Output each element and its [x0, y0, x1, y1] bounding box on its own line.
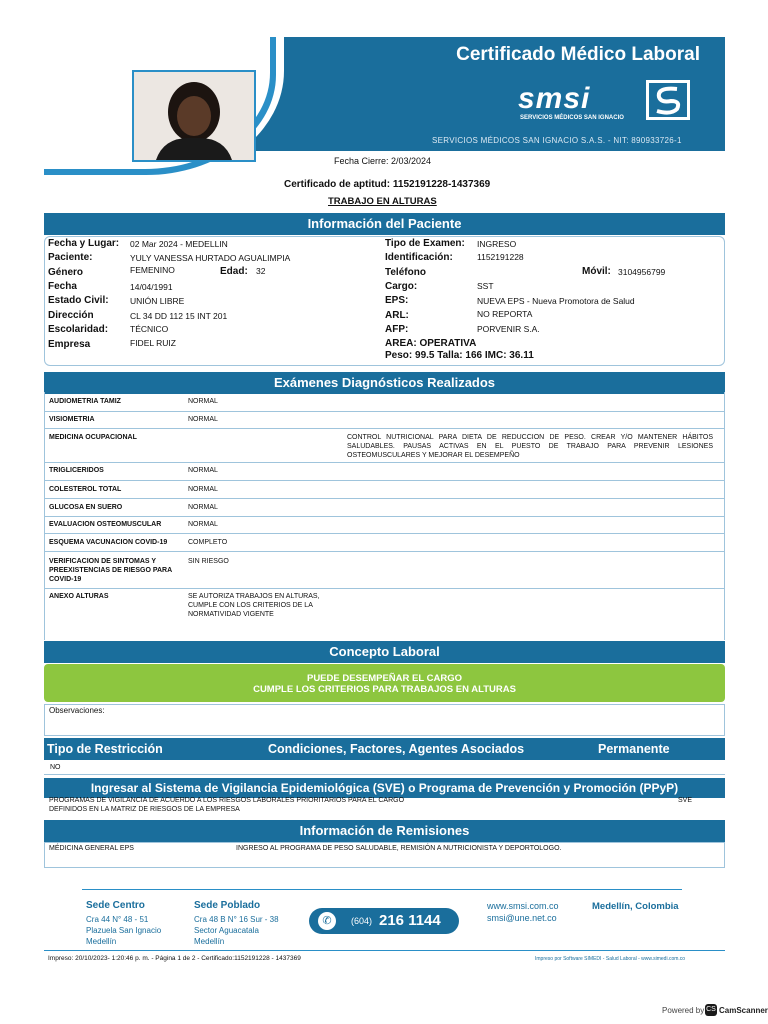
row-divider: [44, 516, 725, 517]
exam-name: TRIGLICERIDOS: [49, 467, 104, 474]
label-identificacion: Identificación:: [385, 252, 453, 263]
camscanner-brand: CamScanner: [719, 1006, 768, 1015]
exam-name: GLUCOSA EN SUERO: [49, 504, 123, 511]
label-movil: Móvil:: [582, 266, 611, 277]
remision-name: MÉDICINA GENERAL EPS: [49, 845, 134, 852]
exam-name: ANEXO ALTURAS: [49, 593, 109, 600]
patient-section-title: Información del Paciente: [44, 213, 725, 235]
certificate-title: Certificado Médico Laboral: [456, 44, 700, 65]
value-paciente: YULY VANESSA HURTADO AGUALIMPIA: [130, 253, 291, 263]
sede-poblado-line: Cra 48 B N° 16 Sur - 38: [194, 915, 279, 924]
remisiones-section-title: Información de Remisiones: [44, 820, 725, 842]
value-genero: FEMENINO: [130, 265, 175, 275]
exam-name: MEDICINA OCUPACIONAL: [49, 434, 137, 441]
sede-centro-line: Medellín: [86, 937, 117, 946]
value-identificacion: 1152191228: [477, 252, 524, 262]
trabajo-en-alturas: TRABAJO EN ALTURAS: [328, 196, 437, 207]
sve-tag: SVE: [678, 797, 693, 804]
exam-result: NORMAL: [188, 486, 218, 493]
label-cargo: Cargo:: [385, 281, 418, 292]
row-divider: [44, 533, 725, 534]
sede-poblado-title: Sede Poblado: [194, 900, 261, 911]
label-paciente: Paciente:: [48, 252, 93, 263]
label-edad: Edad:: [220, 266, 248, 277]
sve-text-2: DEFINIDOS EN LA MATRIZ DE RIESGOS DE LA EMPRESA: [49, 806, 240, 813]
exam-result: NORMAL: [188, 398, 218, 405]
exam-observation: CONTROL NUTRICIONAL PARA DIETA DE REDUCCION DE PESO. CREAR Y/O MANTENER HÁBITOS SALUDABLES. PAUSAS ACTIVAS EN EL PUESTO DE TRABAJO PARA PREVENIR LESIONES OSTEOMUSCULARES Y MEJORAR EL DESEMPEÑO: [347, 434, 713, 459]
restriccion-value: NO: [50, 764, 61, 771]
value-afp: PORVENIR S.A.: [477, 324, 540, 334]
footer-email[interactable]: smsi@une.net.co: [487, 913, 557, 923]
sve-text-1: PROGRAMAS DE VIGILANCIA DE ACUERDO A LOS RIESGOS LABORALES PRIORITARIOS PARA EL CARGO: [49, 797, 405, 804]
label-arl: ARL:: [385, 310, 409, 321]
smsi-logo-icon: [646, 80, 690, 120]
value-fecha: 14/04/1991: [130, 282, 173, 292]
value-tipo-examen: INGRESO: [477, 239, 517, 249]
sede-centro-title: Sede Centro: [86, 900, 145, 911]
value-escolaridad: TÉCNICO: [130, 324, 169, 334]
phone-icon: ✆: [318, 912, 336, 930]
exam-name: VERIFICACION DE SINTOMAS Y PREEXISTENCIAS DE RIESGO PARA COVID-19: [49, 558, 172, 583]
value-cargo: SST: [477, 281, 494, 291]
row-divider: [44, 774, 725, 775]
software-line: Impreso por Software SIMEDI - Salud Laboral - www.simedi.com.co: [535, 956, 686, 962]
row-divider: [44, 428, 725, 429]
label-afp: AFP:: [385, 324, 409, 335]
camscanner-icon: CS: [705, 1004, 717, 1016]
observaciones-label: Observaciones:: [49, 706, 105, 715]
row-divider: [44, 588, 725, 589]
value-direccion: CL 34 DD 112 15 INT 201: [130, 311, 228, 321]
label-eps: EPS:: [385, 295, 409, 306]
exam-name: ESQUEMA VACUNACION COVID-19: [49, 539, 168, 546]
value-fecha-lugar: 02 Mar 2024 - MEDELLIN: [130, 239, 228, 249]
area-operativa: AREA: OPERATIVA: [385, 338, 477, 349]
value-movil: 3104956799: [618, 267, 666, 277]
sede-centro-line: Plazuela San Ignacio: [86, 926, 162, 935]
patient-photo: [132, 70, 256, 162]
label-empresa: Empresa: [48, 339, 91, 350]
footer-divider-bottom: [44, 950, 725, 951]
peso-talla-imc: Peso: 99.5 Talla: 166 IMC: 36.11: [385, 350, 534, 361]
label-estado-civil: Estado Civil:: [48, 295, 109, 306]
row-divider: [44, 551, 725, 552]
sede-centro-line: Cra 44 N° 48 - 51: [86, 915, 149, 924]
concepto-section-title: Concepto Laboral: [44, 641, 725, 663]
concepto-box: [44, 664, 725, 702]
impreso-line: Impreso: 20/10/2023- 1:20:46 p. m. - Página 1 de 2 - Certificado:1152191228 - 1437369: [48, 955, 301, 962]
sede-poblado-line: Sector Aguacatala: [194, 926, 259, 935]
row-divider: [44, 462, 725, 463]
certificado-aptitud: Certificado de aptitud: 1152191228-1437369: [284, 179, 491, 190]
phone-prefix: (604): [351, 916, 373, 926]
smsi-logo-subtitle: SERVICIOS MÉDICOS SAN IGNACIO: [520, 115, 624, 121]
label-genero: Género: [48, 267, 84, 278]
value-arl: NO REPORTA: [477, 309, 533, 319]
footer-divider-top: [82, 889, 682, 890]
exam-name: COLESTEROL TOTAL: [49, 486, 122, 493]
company-nit: SERVICIOS MÉDICOS SAN IGNACIO S.A.S. - NIT: 890933726-1: [432, 136, 682, 145]
row-divider: [44, 498, 725, 499]
exam-result: COMPLETO: [188, 539, 228, 546]
label-escolaridad: Escolaridad:: [48, 324, 109, 335]
value-edad: 32: [256, 266, 266, 276]
value-estado-civil: UNIÓN LIBRE: [130, 296, 185, 306]
phone-number: 216 1144: [379, 912, 441, 929]
restriccion-header: [44, 738, 725, 760]
restriccion-col-tipo: Tipo de Restricción: [47, 742, 163, 756]
value-eps: NUEVA EPS - Nueva Promotora de Salud: [477, 296, 635, 306]
sede-poblado-line: Medellín: [194, 937, 225, 946]
observaciones-box: [44, 704, 725, 736]
concepto-line-1: PUEDE DESEMPEÑAR EL CARGO: [306, 673, 462, 684]
footer-city: Medellín, Colombia: [592, 901, 679, 912]
concepto-line-2: CUMPLE LOS CRITERIOS PARA TRABAJOS EN ALTURAS: [253, 684, 516, 695]
exam-result: NORMAL: [188, 521, 218, 528]
exams-section-title: Exámenes Diagnósticos Realizados: [44, 372, 725, 394]
label-fecha-lugar: Fecha y Lugar:: [48, 238, 120, 249]
exam-result: NORMAL: [188, 504, 218, 511]
smsi-logo-text: smsi: [518, 82, 591, 115]
label-fecha: Fecha: [48, 281, 77, 292]
exam-name: EVALUACION OSTEOMUSCULAR: [49, 521, 162, 528]
row-divider: [44, 411, 725, 412]
exam-result: NORMAL: [188, 416, 218, 423]
exam-result: NORMAL: [188, 467, 218, 474]
restriccion-col-condiciones: Condiciones, Factores, Agentes Asociados: [268, 742, 525, 756]
footer-web[interactable]: www.smsi.com.co: [487, 901, 559, 911]
value-empresa: FIDEL RUIZ: [130, 338, 176, 348]
remision-detail: INGRESO AL PROGRAMA DE PESO SALUDABLE, REMISIÓN A NUTRICIONISTA Y DEPORTOLOGO.: [236, 845, 562, 852]
row-divider: [44, 480, 725, 481]
sve-section-title: Ingresar al Sistema de Vigilancia Epidemiológica (SVE) o Programa de Prevención y Promoción (PPyP): [44, 778, 725, 798]
exam-result: SE AUTORIZA TRABAJOS EN ALTURAS, CUMPLE CON LOS CRITERIOS DE LA NORMATIVIDAD VIGENTE: [188, 593, 320, 618]
label-tipo-examen: Tipo de Examen:: [385, 238, 465, 249]
exam-name: AUDIOMETRIA TAMIZ: [49, 398, 121, 405]
label-direccion: Dirección: [48, 310, 94, 321]
fecha-cierre: Fecha Cierre: 2/03/2024: [334, 156, 432, 166]
camscanner-powered: Powered by: [662, 1006, 705, 1015]
label-telefono: Teléfono: [385, 267, 426, 278]
exam-name: VISIOMETRIA: [49, 416, 95, 423]
restriccion-col-permanente: Permanente: [598, 742, 670, 756]
exam-result: SIN RIESGO: [188, 558, 229, 565]
